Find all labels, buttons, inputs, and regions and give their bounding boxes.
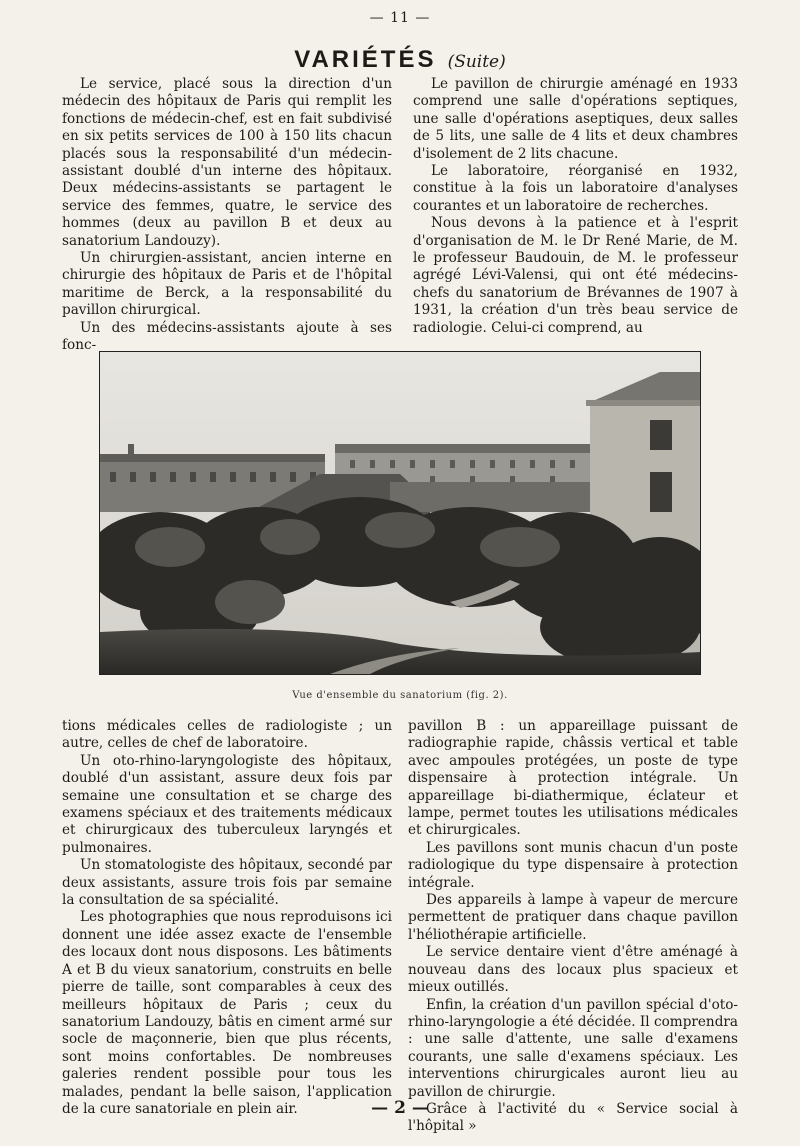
paragraph: Un des médecins-assistants ajoute à ses fonc- xyxy=(62,319,392,354)
page-number-bottom: — 2 — xyxy=(371,1098,429,1118)
paragraph: Les photographies que nous reproduisons ici donnent une idée assez exacte de l'ensemble des locaux dont nous disposons. Les bâtiments A et B du vieux sanatorium, construits en belle pierre de taille, sont comparables à ceux des meilleurs hôpitaux de Paris ; ceux du sanatorium Landouzy, bâtis en ciment armé sur socle de maçonnerie, bien que plus récents, sont moins confortables. De nombreuses galeries rendent possible pour tous les malades, pendant la belle saison, l'application de la cure sanatoriale en plein air. xyxy=(62,909,392,1117)
sanatorium-photo xyxy=(99,351,701,675)
paragraph: Grâce à l'activité du « Service social à l'hôpital » xyxy=(408,1100,738,1135)
column-top-left xyxy=(62,76,392,355)
paragraph: Le service, placé sous la direction d'un médecin des hôpitaux de Paris qui remplit les fonctions de médecin-chef, est en fait subdivisé en six petits services de 100 à 150 lits chacun placés sous la responsabilité d'un médecin-assistant doublé d'un interne des hôpitaux. Deux médecins-assistants se partagent le service des femmes, quatre, le service des hommes (deux au pavillon B et deux au sanatorium Landouzy). xyxy=(62,76,392,249)
paragraph: tions médicales celles de radiologiste ; un autre, celles de chef de laboratoire. xyxy=(62,718,392,752)
paragraph: Un stomatologiste des hôpitaux, secondé par deux assistants, assure trois fois par semaine la consultation de sa spécialité. xyxy=(62,857,392,909)
title-text: VARIÉTÉS xyxy=(294,46,437,73)
paragraph: Le pavillon de chirurgie aménagé en 1933 comprend une salle d'opérations septiques, une salle d'opérations aseptiques, deux salles de 5 lits, une salle de 4 lits et deux chambres d'isolement de 2 lits chacune. xyxy=(413,76,738,162)
paragraph: Le laboratoire, réorganisé en 1932, constitue à la fois un laboratoire d'analyses courantes et un laboratoire de recherches. xyxy=(413,163,738,214)
paragraph: Nous devons à la patience et à l'esprit d'organisation de M. le Dr René Marie, de M. le professeur Baudouin, de M. le professeur agrégé Lévi-Valensi, qui ont été médecins-chefs du sanatorium de Brévannes de 1907 à 1931, la création d'un très beau service de radiologie. Celui-ci comprend, au xyxy=(413,215,738,336)
section-title xyxy=(0,46,800,74)
column-bottom-left xyxy=(62,718,392,1118)
paragraph: Un chirurgien-assistant, ancien interne en chirurgie des hôpitaux de Paris et de l'hôpital maritime de Berck, a la responsabilité du pavillon chirurgical. xyxy=(62,250,392,319)
paragraph: pavillon B : un appareillage puissant de radiographie rapide, châssis vertical et table avec ampoules protégées, un poste de type dispensaire à protection intégrale. Un appareillage bi-diathermique, éclateur et lampe, permet toutes les utilisations médicales et chirurgicales. xyxy=(408,718,738,839)
paragraph: Un oto-rhino-laryngologiste des hôpitaux, doublé d'un assistant, assure deux fois par semaine une consultation et se charge des examens spéciaux et des traitements médicaux et chirurgicaux des tuberculeux laryngés et pulmonaires. xyxy=(62,752,392,856)
paragraph: Le service dentaire vient d'être aménagé à nouveau dans des locaux plus spacieux et mieux outillés. xyxy=(408,944,738,996)
page-number-top: — 11 — xyxy=(369,10,431,26)
paragraph: Enfin, la création d'un pavillon spécial d'oto-rhino-laryngologie a été décidée. Il comprendra : une salle d'attente, une salle d'examens courants, une salle d'examens spéciaux. Les interventions chirurgicales auront lieu au pavillon de chirurgie. xyxy=(408,996,738,1100)
photo-caption: Vue d'ensemble du sanatorium (fig. 2). xyxy=(292,690,508,701)
column-top-right xyxy=(413,76,738,337)
title-suffix: (Suite) xyxy=(447,52,506,72)
paragraph: Des appareils à lampe à vapeur de mercure permettent de pratiquer dans chaque pavillon l'héliothérapie artificielle. xyxy=(408,892,738,943)
column-bottom-right xyxy=(408,718,738,1136)
photo-illustration xyxy=(100,352,700,674)
paragraph: Les pavillons sont munis chacun d'un poste radiologique du type dispensaire à protection intégrale. xyxy=(408,839,738,891)
